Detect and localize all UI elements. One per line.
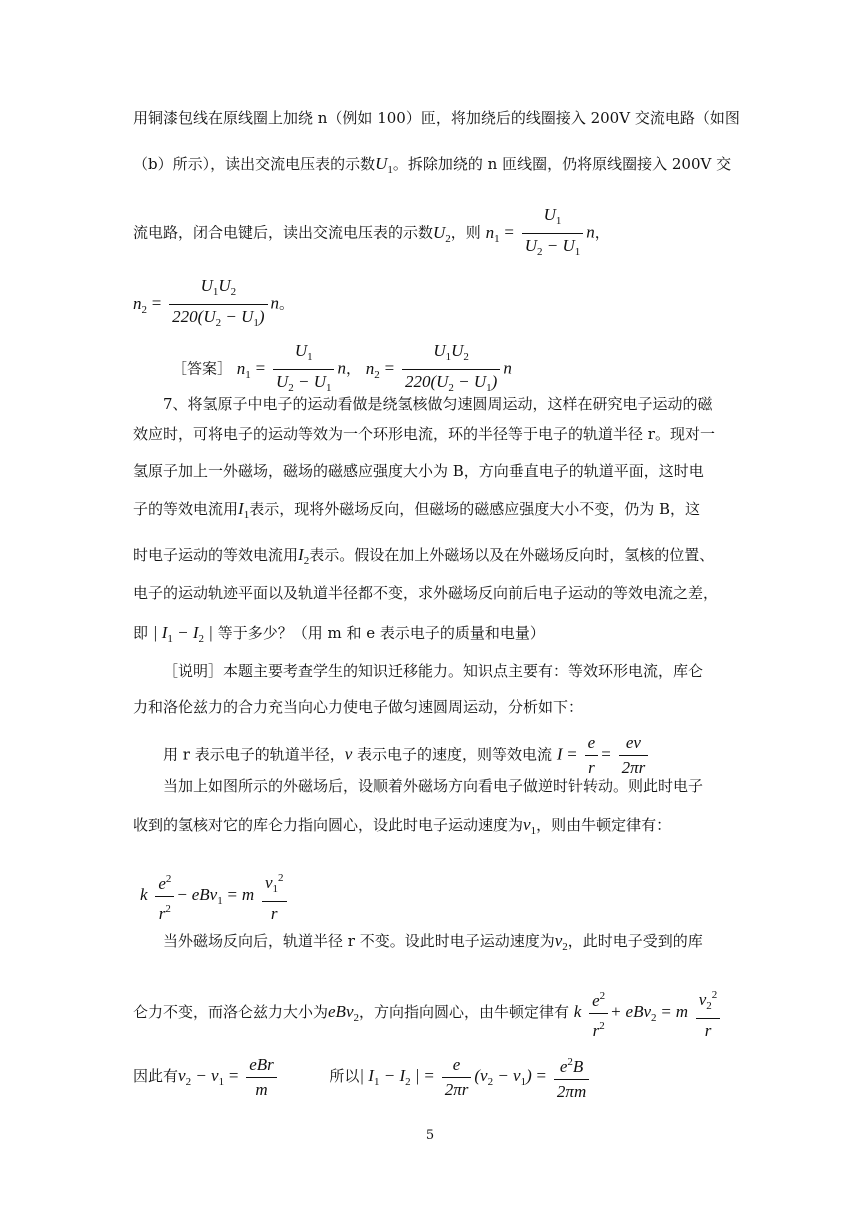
math-U2: $U_2$ xyxy=(433,222,451,245)
text-line: 力和洛伦兹力的合力充当向心力使电子做匀速圆周运动，分析如下： xyxy=(133,698,584,716)
text-line xyxy=(133,154,731,180)
text-line: 流电路，闭合电键后，读出交流电压表的示数$U_2$，则 $n_1$ = $\frac{U_1}{U_2 - U_1}$ n， xyxy=(133,205,610,262)
text-line: ［说明］本题主要考查学生的知识迁移能力。知识点主要有：等效环形电流，库仑 xyxy=(163,662,704,680)
text-line: 效应时，可将电子的运动等效为一个环形电流，环的半径等于电子的轨道半径 r。现对一 xyxy=(133,425,715,443)
text-line: 收到的氢核对它的库仑力指向圆心，设此时电子运动速度为$v_1$，则由牛顿定律有： xyxy=(133,815,672,837)
text-line: 当外磁场反向后，轨道半径 r 不变。设此时电子运动速度为$v_2$，此时电子受到的库 xyxy=(163,931,703,953)
text: 。拆除加绕的 n 匝线圈，仍将原线圈接入 200V 交 xyxy=(392,155,732,173)
fraction: $\frac{U_1}{U_2 - U_1}$ xyxy=(522,205,584,262)
math-U1: $U_1$ xyxy=(375,154,393,176)
text: （b）所示），读出交流电压表的示数 xyxy=(133,155,376,173)
formula-n2-line: $n_2$ = $\frac{U_1U_2}{220(U_2 - U_1)}$ n。 xyxy=(133,276,294,333)
text-line xyxy=(133,108,740,128)
page-number: 5 xyxy=(425,1128,435,1143)
text-line: 电子的运动轨迹平面以及轨道半径都不变，求外磁场反向前后电子运动的等效电流之差， xyxy=(133,584,719,602)
text-line: 即 | $I_1 - I_2$ | 等于多少？（用 m 和 e 表示电子的质量和电量） xyxy=(133,623,545,645)
fraction: $\frac{U_1U_2}{220(U_2 - U_1)}$ xyxy=(169,276,267,333)
text-line: 7、将氢原子中电子的运动看做是绕氢核做匀速圆周运动，这样在研究电子运动的磁 xyxy=(163,395,713,413)
text-line: 仑力不变，而洛仑兹力大小为eBv$_2$，方向指向圆心，由牛顿定律有 k $\frac{e^2}{r^2}$ + eBv$_2$ = m $\frac{v_2^2}{r}$ xyxy=(133,985,723,1041)
text-line: 因此有$v_2 - v_1$ = $\frac{\text{eBr}}{m}$ 所以| $I_1 - I_2$ | = $\frac{e}{2\pi r}$ $(v_2 - v_1)$ = $\frac{e^2B}{2\pi m}$ xyxy=(133,1052,592,1102)
text-line: 子的等效电流用$I_1$表示，现将外磁场反向，但磁场的磁感应强度大小不变，仍为 B，这 xyxy=(133,499,700,521)
text: 用铜漆包线在原线圈上加绕 n（例如 100）匝，将加绕后的线圈接入 200V 交流电路（如图 xyxy=(133,109,740,127)
text-line: 时电子运动的等效电流用$I_2$表示。假设在加上外磁场以及在外磁场反向时，氢核的位置、 xyxy=(133,545,715,567)
text-line: 用 r 表示电子的轨道半径，v 表示电子的速度，则等效电流 I = $\frac{e}{r}$ = $\frac{ev}{2\pi r}$ xyxy=(163,733,651,778)
text: ， xyxy=(594,223,610,242)
answer-label: ［答案］ xyxy=(172,359,233,378)
text-line: 当加上如图所示的外磁场后，设顺着外磁场方向看电子做逆时针转动。则此时电子 xyxy=(163,777,704,795)
formula-n1: $n_1$ xyxy=(485,222,500,245)
text-line: 氢原子加上一外磁场，磁场的磁感应强度大小为 B，方向垂直电子的轨道平面，这时电 xyxy=(133,462,704,480)
text: ，则 xyxy=(450,223,481,242)
text: 。 xyxy=(279,294,295,313)
equation-newton-1: k $\frac{e^2}{r^2}$ − eBv$_1$ = m $\frac{v_1^2}{r}$ xyxy=(140,868,290,924)
answer-line: ［答案］ $n_1$ = $\frac{U_1}{U_2 - U_1}$ n， $n_2$ = $\frac{U_1U_2}{220(U_2 - U_1)}$ n xyxy=(172,341,512,394)
text: 流电路，闭合电键后，读出交流电压表的示数 xyxy=(133,223,434,242)
